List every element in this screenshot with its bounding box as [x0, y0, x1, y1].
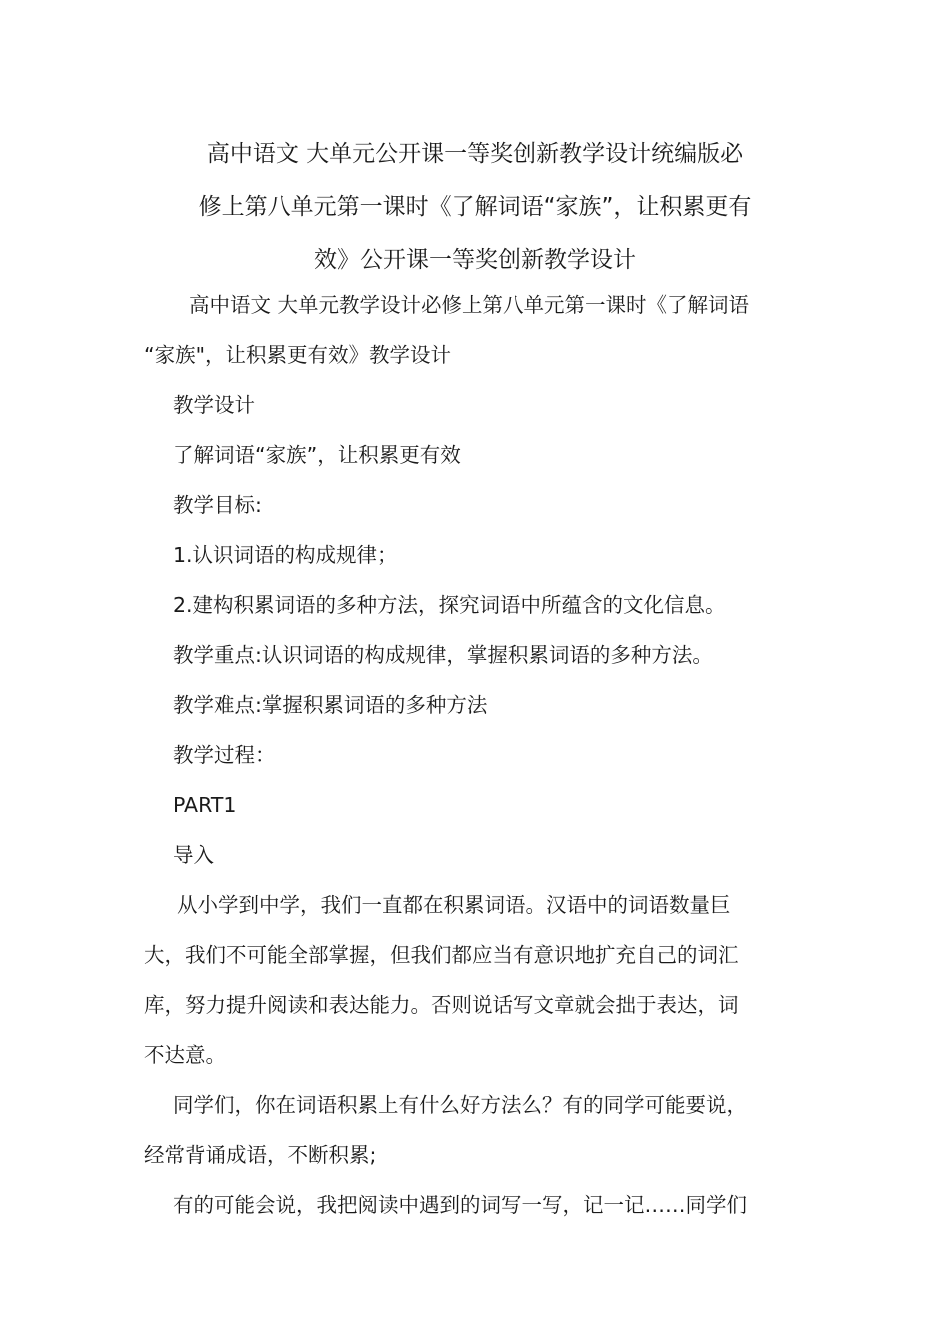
paragraph-line: 不达意。 — [144, 1043, 226, 1067]
intro-heading: 导入 — [173, 843, 214, 867]
objectives-heading: 教学目标: — [173, 493, 262, 517]
intro-line: “家族"，让积累更有效》教学设计 — [144, 343, 452, 367]
paragraph-line: 经常背诵成语，不断积累; — [144, 1143, 377, 1167]
document-title — [140, 128, 810, 287]
paragraph-line: 有的可能会说，我把阅读中遇到的词写一写，记一记……同学们 — [173, 1193, 747, 1217]
intro-line: 高中语文 大单元教学设计必修上第八单元第一课时《了解词语 — [189, 293, 750, 317]
lesson-name: 了解词语“家族”，让积累更有效 — [173, 443, 461, 467]
paragraph-line: 从小学到中学，我们一直都在积累词语。汉语中的词语数量巨 — [177, 893, 731, 917]
paragraph-line: 库，努力提升阅读和表达能力。否则说话写文章就会拙于表达，词 — [144, 993, 739, 1017]
title-line: 修上第八单元第一课时《了解词语“家族”，让积累更有 — [198, 194, 752, 220]
key-points: 教学重点:认识词语的构成规律，掌握积累词语的多种方法。 — [173, 643, 713, 667]
section-label: 教学设计 — [173, 393, 255, 417]
paragraph-line: 大，我们不可能全部掌握，但我们都应当有意识地扩充自己的词汇 — [144, 943, 739, 967]
document-body — [144, 280, 814, 1230]
process-heading: 教学过程： — [173, 743, 276, 767]
part-label: PART1 — [173, 793, 237, 817]
objective-item: 1.认识词语的构成规律； — [173, 543, 398, 567]
paragraph-line: 同学们，你在词语积累上有什么好方法么？有的同学可能要说， — [173, 1093, 747, 1117]
title-line: 高中语文 大单元公开课一等奖创新教学设计统编版必 — [206, 141, 744, 167]
objective-item: 2.建构积累词语的多种方法，探究词语中所蕴含的文化信息。 — [173, 593, 726, 617]
difficulties: 教学难点:掌握积累词语的多种方法 — [173, 693, 488, 717]
title-line: 效》公开课一等奖创新教学设计 — [314, 247, 636, 273]
